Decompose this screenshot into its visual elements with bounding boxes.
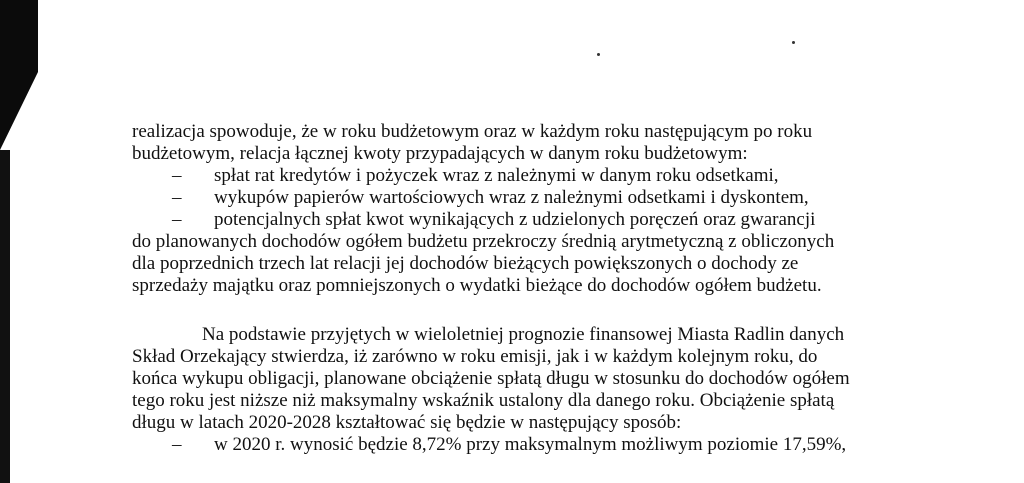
- list-item: [132, 209, 912, 231]
- dash-bullet: –: [172, 209, 182, 230]
- paragraph-1-line-8: [132, 275, 912, 297]
- list-item-text: wykupów papierów wartościowych wraz z należnymi odsetkami i dyskontem,: [214, 187, 809, 208]
- dash-bullet: –: [172, 187, 182, 208]
- line-text: budżetowym, relacja łącznej kwoty przypadających w danym roku budżetowym:: [132, 143, 748, 164]
- line-text: Skład Orzekający stwierdza, iż zarówno w roku emisji, jak i w każdym kolejnym roku, do: [132, 346, 818, 367]
- paragraph-spacer: [132, 297, 912, 324]
- line-text: sprzedaży majątku oraz pomniejszonych o wydatki bieżące do dochodów ogółem budżetu.: [132, 275, 822, 296]
- paragraph-2-line-2: [132, 346, 912, 368]
- list-item: [132, 187, 912, 209]
- line-text: realizacja spowoduje, że w roku budżetowym oraz w każdym roku następującym po roku: [132, 121, 813, 142]
- line-text: końca wykupu obligacji, planowane obciążenie spłatą długu w stosunku do dochodów ogółem: [132, 368, 850, 389]
- scan-speck: [792, 41, 795, 44]
- paragraph-1-line-1: [132, 121, 912, 143]
- list-item: [132, 165, 912, 187]
- paragraph-2-line-4: [132, 390, 912, 412]
- scan-left-edge: [0, 150, 10, 483]
- list-item-text: spłat rat kredytów i pożyczek wraz z należnymi w danym roku odsetkami,: [214, 165, 779, 186]
- line-text: do planowanych dochodów ogółem budżetu przekroczy średnią arytmetyczną z obliczonych: [132, 231, 835, 252]
- document-body: [132, 121, 912, 456]
- list-item-text: w 2020 r. wynosić będzie 8,72% przy maksymalnym możliwym poziomie 17,59%,: [214, 434, 847, 455]
- line-text: tego roku jest niższe niż maksymalny wskaźnik ustalony dla danego roku. Obciążenie spłatą: [132, 390, 835, 411]
- dash-bullet: –: [172, 434, 182, 455]
- scan-corner-shadow: [0, 0, 38, 150]
- paragraph-1-line-6: [132, 231, 912, 253]
- scan-speck: [597, 53, 600, 56]
- line-text: długu w latach 2020-2028 kształtować się będzie w następujący sposób:: [132, 412, 682, 433]
- paragraph-2-line-1: [132, 324, 912, 346]
- line-text: Na podstawie przyjętych w wieloletniej prognozie finansowej Miasta Radlin danych: [202, 324, 845, 345]
- paragraph-2-line-3: [132, 368, 912, 390]
- dash-bullet: –: [172, 165, 182, 186]
- paragraph-1-line-2: [132, 143, 912, 165]
- paragraph-2-line-5: [132, 412, 912, 434]
- list-item: [132, 434, 912, 456]
- paragraph-1-line-7: [132, 253, 912, 275]
- list-item-text: potencjalnych spłat kwot wynikających z udzielonych poręczeń oraz gwarancji: [214, 209, 816, 230]
- line-text: dla poprzednich trzech lat relacji jej dochodów bieżących powiększonych o dochody ze: [132, 253, 799, 274]
